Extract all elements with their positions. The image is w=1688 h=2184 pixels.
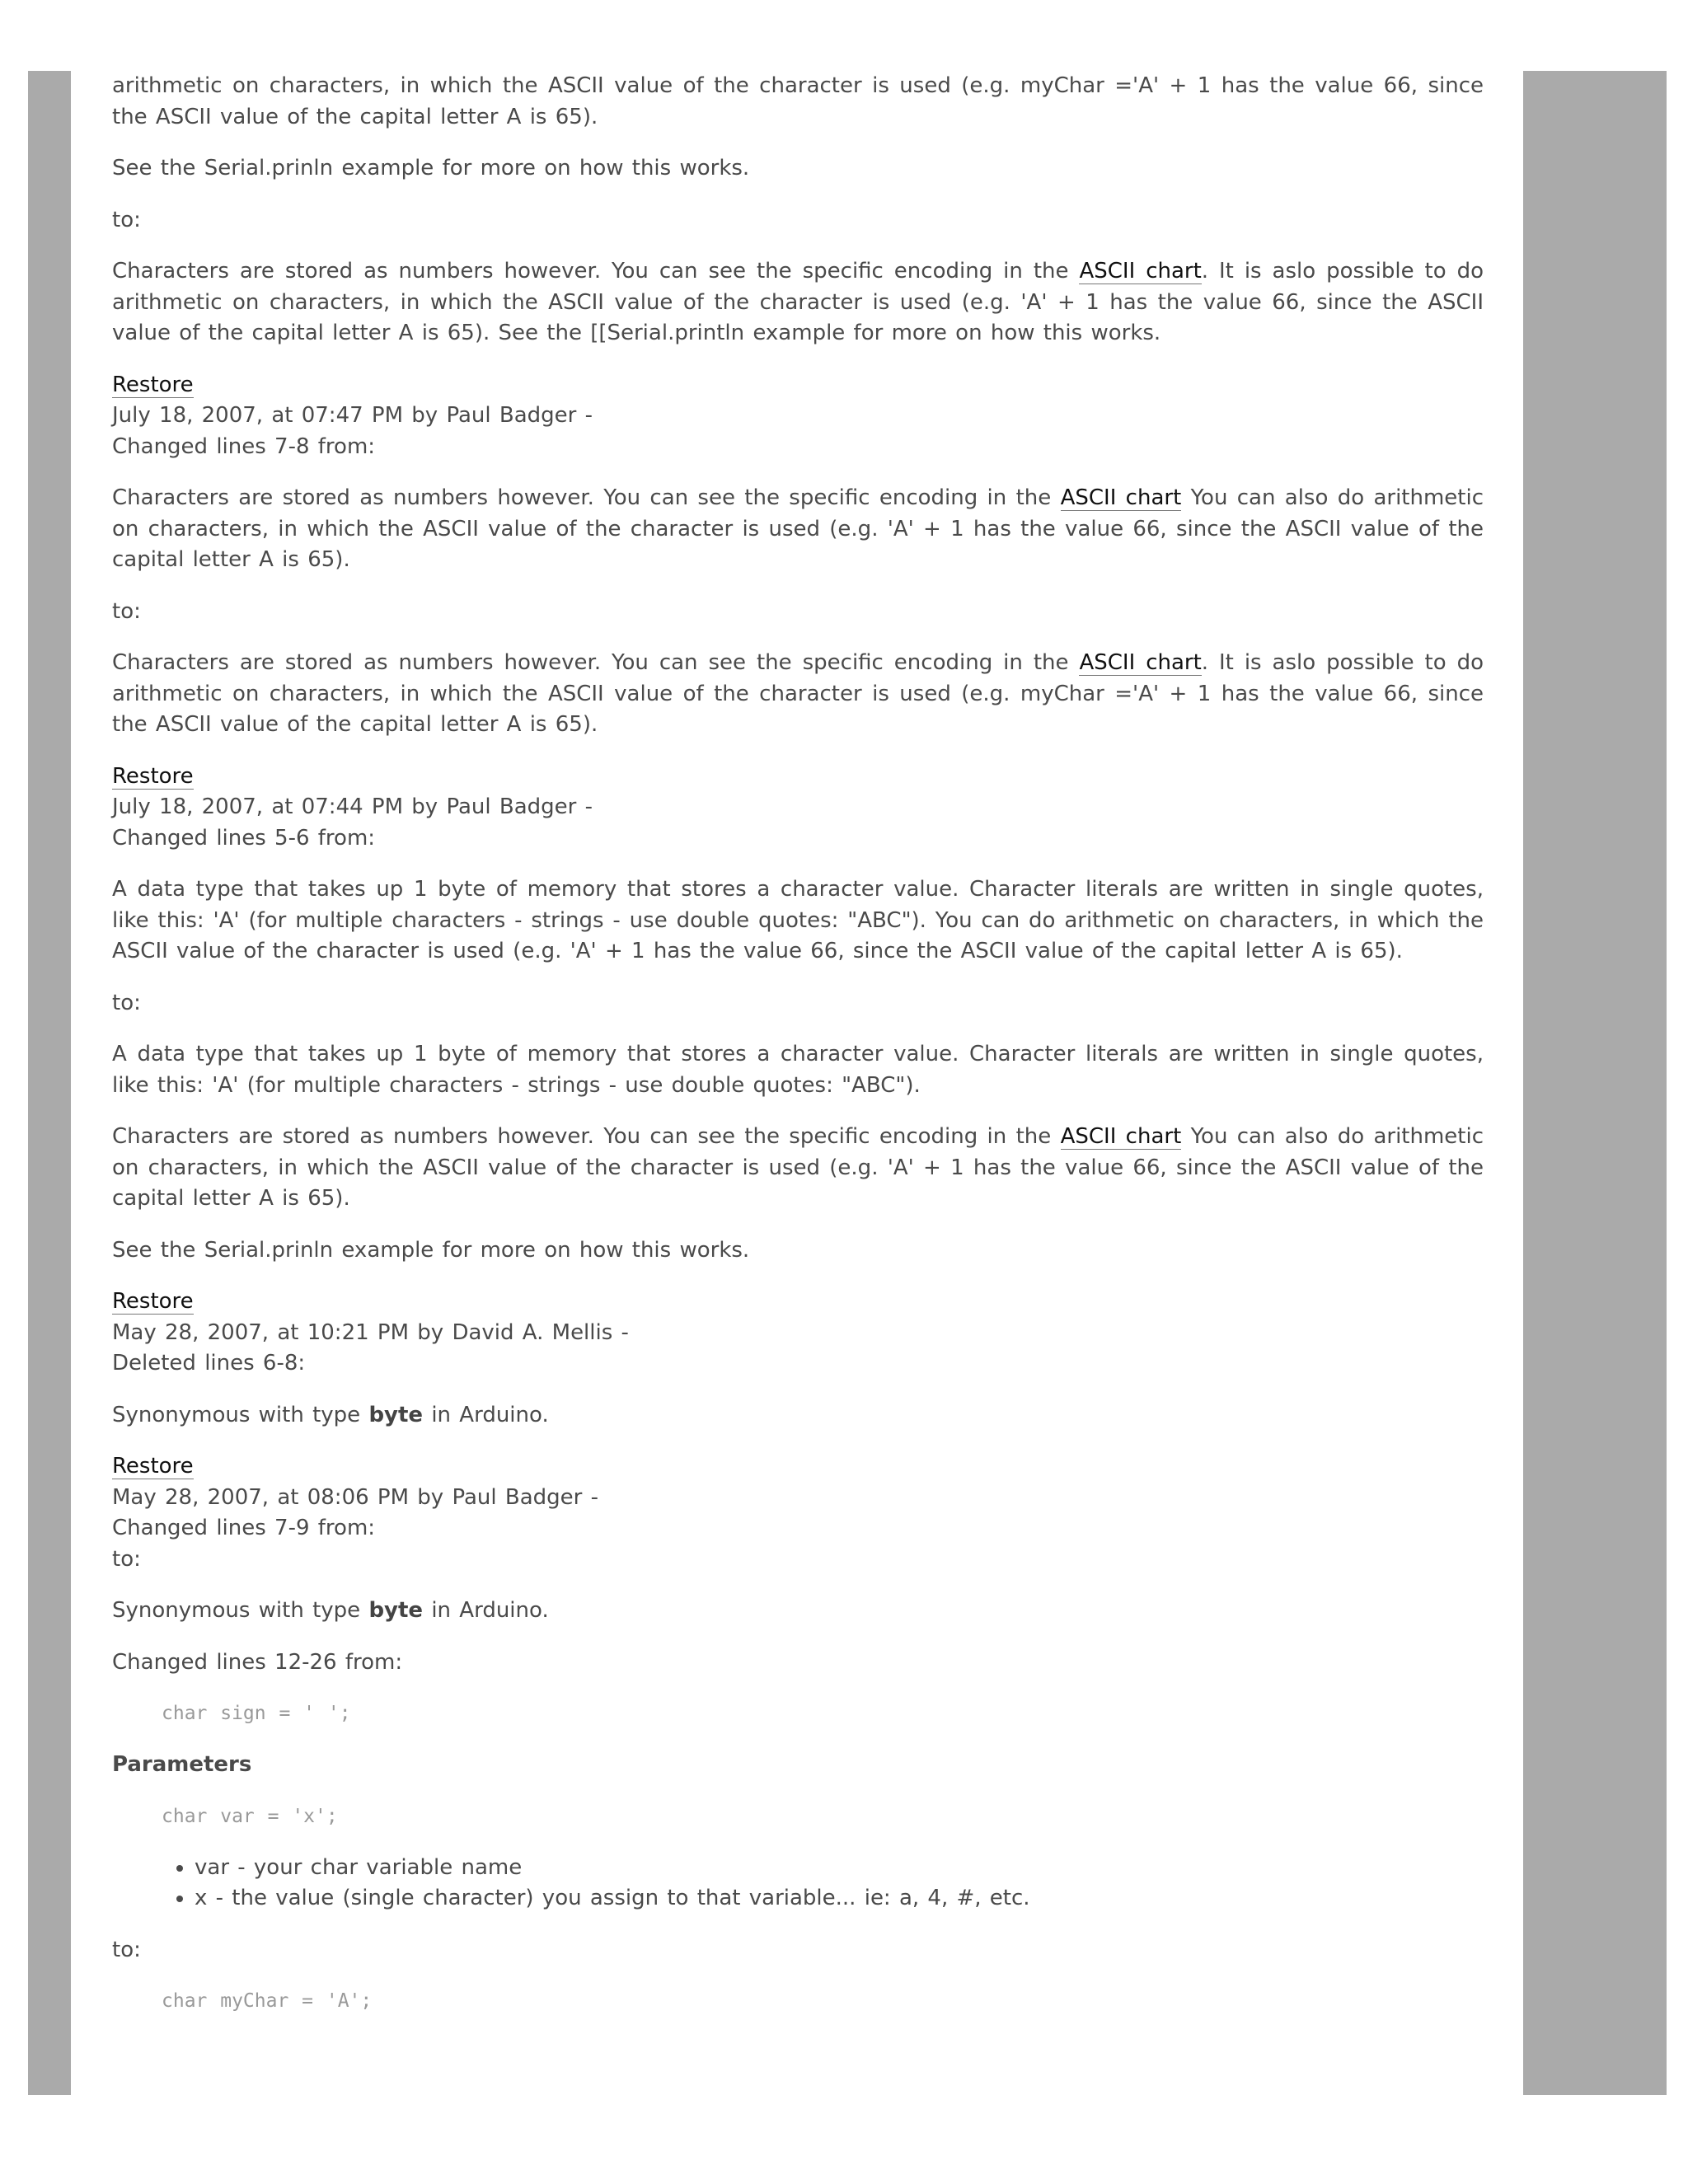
code-snippet: char myChar = 'A'; (162, 1990, 373, 2012)
right-gutter (1523, 71, 1667, 2095)
paragraph: Synonymous with type byte in Arduino. (112, 1402, 549, 1427)
paragraph: Characters are stored as numbers however. You can see the specific encoding in the ASCII chart. It is aslo possible to do arithmetic on characters, in which the ASCII value of the character is used (e.g. myChar ='A' + 1 has the value 66, since the ASCII value of the capital letter A is 65). (112, 650, 1484, 737)
revision-change: Deleted lines 6-8: (112, 1351, 306, 1376)
to-label: to: (112, 207, 141, 232)
page-content (112, 71, 1484, 2037)
paragraph: arithmetic on characters, in which the ASCII value of the character is used (e.g. myChar ='A' + 1 has the value 66, since the ASCII value of the capital letter A is 65). (112, 73, 1484, 129)
revision-date: July 18, 2007, at 07:47 PM by Paul Badger - (112, 403, 593, 428)
parameters-heading: Parameters (112, 1752, 252, 1777)
to-label: to: (112, 1546, 141, 1572)
paragraph: Characters are stored as numbers however. You can see the specific encoding in the ASCII chart You can also do arithmetic on characters, in which the ASCII value of the character is used (e.g. 'A' + 1 has the value 66, since the ASCII value of the capital letter A is 65). (112, 1124, 1484, 1211)
paragraph: A data type that takes up 1 byte of memory that stores a character value. Character literals are written in single quotes, like this: 'A' (for multiple characters - strings - use double quotes: "ABC"). You can do arithmetic on characters, in which the ASCII value of the character is used (e.g. 'A' + 1 has the value 66, since the ASCII value of the capital letter A is 65). (112, 877, 1484, 963)
ascii-chart-link[interactable]: ASCII chart (1060, 485, 1182, 510)
revision-change: Changed lines 7-8 from: (112, 434, 376, 459)
revision-date: May 28, 2007, at 10:21 PM by David A. Mellis - (112, 1319, 629, 1345)
paragraph: A data type that takes up 1 byte of memory that stores a character value. Character literals are written in single quotes, like this: 'A' (for multiple characters - strings - use double quotes: "ABC"). (112, 1042, 1484, 1098)
restore-link[interactable]: Restore (112, 1454, 194, 1479)
ascii-chart-link[interactable]: ASCII chart (1079, 259, 1202, 284)
to-label: to: (112, 990, 141, 1015)
to-label: to: (112, 598, 141, 624)
parameter-list (112, 1853, 1484, 1915)
revision-change: Changed lines 5-6 from: (112, 825, 376, 851)
code-snippet: char var = 'x'; (162, 1805, 338, 1827)
restore-link[interactable]: Restore (112, 763, 194, 789)
code-snippet: char sign = ' '; (162, 1703, 351, 1724)
paragraph: Characters are stored as numbers however. You can see the specific encoding in the ASCII chart You can also do arithmetic on characters, in which the ASCII value of the character is used (e.g. 'A' + 1 has the value 66, since the ASCII value of the capital letter A is 65). (112, 485, 1484, 572)
ascii-chart-link[interactable]: ASCII chart (1060, 1124, 1182, 1149)
paragraph: Changed lines 12-26 from: (112, 1649, 403, 1675)
revision-entry (112, 1286, 1484, 1380)
paragraph: See the Serial.prinln example for more on how this works. (112, 156, 750, 180)
ascii-chart-link[interactable]: ASCII chart (1079, 650, 1202, 675)
revision-change: Changed lines 7-9 from: (112, 1516, 376, 1540)
revision-entry (112, 762, 1484, 855)
left-gutter (28, 71, 71, 2095)
restore-link[interactable]: Restore (112, 1289, 194, 1314)
restore-link[interactable]: Restore (112, 372, 194, 397)
paragraph: Characters are stored as numbers however. You can see the specific encoding in the ASCII chart. It is aslo possible to do arithmetic on characters, in which the ASCII value of the character is used (e.g. 'A' + 1 has the value 66, since the ASCII value of the capital letter A is 65). See the [[Serial.println example for more on how this works. (112, 259, 1484, 345)
list-item: • var - your char variable name (195, 1853, 1484, 1884)
paragraph: See the Serial.prinln example for more on how this works. (112, 1237, 750, 1263)
revision-entry (112, 1451, 1484, 1575)
revision-date: May 28, 2007, at 08:06 PM by Paul Badger - (112, 1484, 598, 1510)
revision-entry (112, 370, 1484, 463)
revision-date: July 18, 2007, at 07:44 PM by Paul Badger - (112, 794, 593, 819)
list-item: • x - the value (single character) you assign to that variable... ie: a, 4, #, etc. (195, 1883, 1484, 1915)
to-label: to: (112, 1937, 141, 1962)
paragraph: Synonymous with type byte in Arduino. (112, 1598, 549, 1623)
